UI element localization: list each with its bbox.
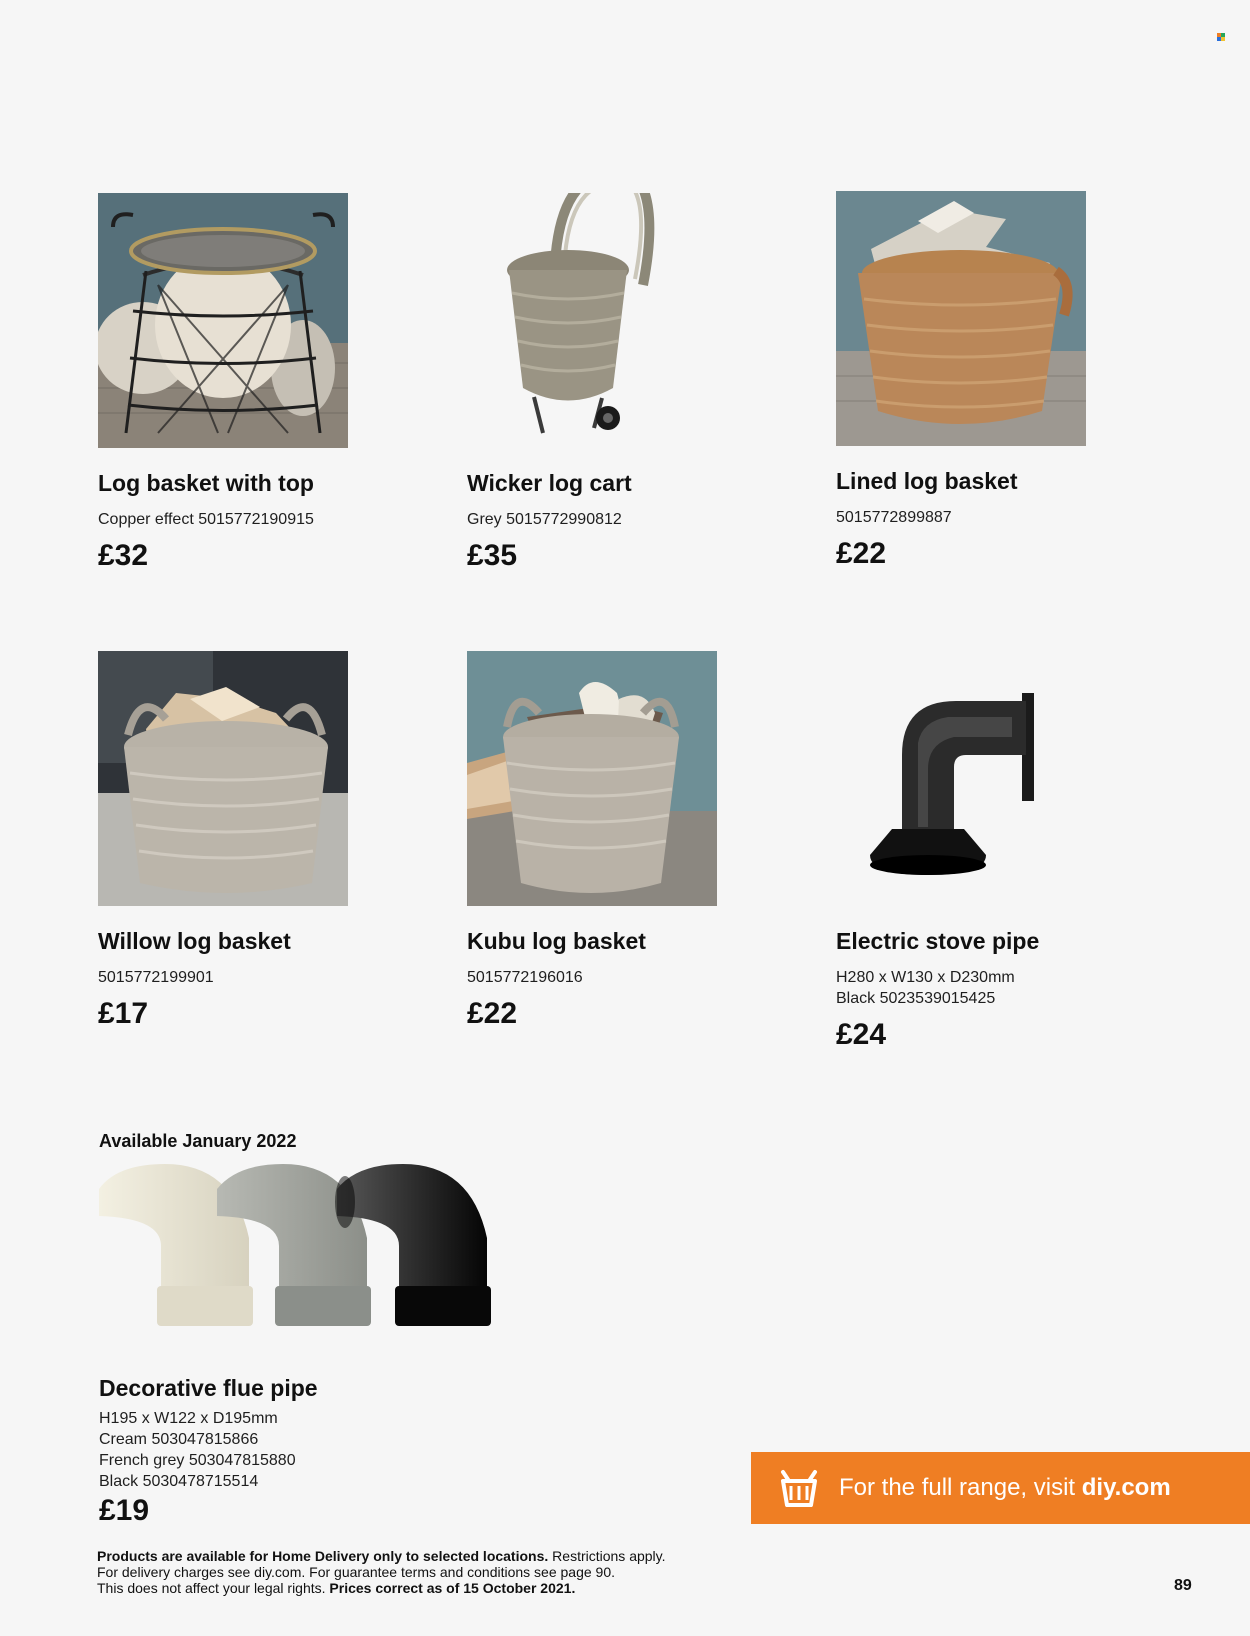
product-price: £24	[836, 1018, 887, 1051]
electric-stove-pipe-image	[836, 651, 1086, 906]
product-title: Electric stove pipe	[836, 928, 1040, 954]
product-code: Copper effect 5015772190915	[98, 511, 314, 528]
footer-line-3-bold: Prices correct as of 15 October 2021.	[329, 1580, 576, 1596]
spec-line: Cream 503047815866	[99, 1431, 259, 1448]
footer-line-3-start: This does not affect your legal rights.	[97, 1580, 330, 1596]
log-basket-with-top-image	[98, 193, 348, 448]
willow-log-basket-image	[98, 651, 348, 906]
product-price: £17	[98, 997, 149, 1030]
product-dimensions: H280 x W130 x D230mm	[836, 969, 1015, 986]
product-code: 5015772199901	[98, 969, 214, 986]
lined-log-basket-image	[836, 191, 1086, 446]
spec-line: Black 5030478715514	[99, 1473, 259, 1490]
product-title: Wicker log cart	[467, 470, 632, 496]
product-title: Log basket with top	[98, 470, 314, 496]
footer-line-1-bold: Products are available for Home Delivery only to selected locations.	[97, 1548, 549, 1564]
availability-note: Available January 2022	[99, 1131, 297, 1151]
promo-text	[839, 1474, 1171, 1502]
page-number: 89	[1174, 1577, 1192, 1594]
footer-line-3	[97, 1580, 797, 1596]
product-price: £32	[98, 539, 149, 572]
spec-line: H195 x W122 x D195mm	[99, 1410, 278, 1427]
product-price: £22	[836, 537, 887, 570]
product-specs	[99, 1408, 429, 1492]
product-price: £35	[467, 539, 518, 572]
promo-banner[interactable]	[751, 1452, 1250, 1524]
product-price: £19	[99, 1494, 150, 1527]
product-title: Willow log basket	[98, 928, 291, 954]
footer-line-1-rest: Restrictions apply.	[548, 1548, 666, 1564]
product-title: Lined log basket	[836, 468, 1018, 494]
product-title: Decorative flue pipe	[99, 1375, 318, 1401]
basket-icon	[773, 1462, 825, 1514]
kubu-log-basket-image	[467, 651, 717, 906]
promo-link[interactable]: diy.com	[1081, 1474, 1171, 1501]
product-code: 5015772196016	[467, 969, 583, 986]
footer-line-2: For delivery charges see diy.com. For guarantee terms and conditions see page 90.	[97, 1564, 616, 1580]
footer-line-1	[97, 1548, 797, 1564]
product-code: Black 5023539015425	[836, 990, 996, 1007]
wicker-log-cart-image	[467, 193, 717, 448]
promo-copy: For the full range, visit	[839, 1474, 1082, 1501]
decorative-flue-pipe-image	[99, 1164, 519, 1364]
product-code: 5015772899887	[836, 509, 952, 526]
page-corner-mark	[1217, 33, 1225, 41]
product-price: £22	[467, 997, 518, 1030]
footer-note	[97, 1548, 797, 1596]
product-code: Grey 5015772990812	[467, 511, 622, 528]
product-title: Kubu log basket	[467, 928, 646, 954]
spec-line: French grey 503047815880	[99, 1452, 296, 1469]
